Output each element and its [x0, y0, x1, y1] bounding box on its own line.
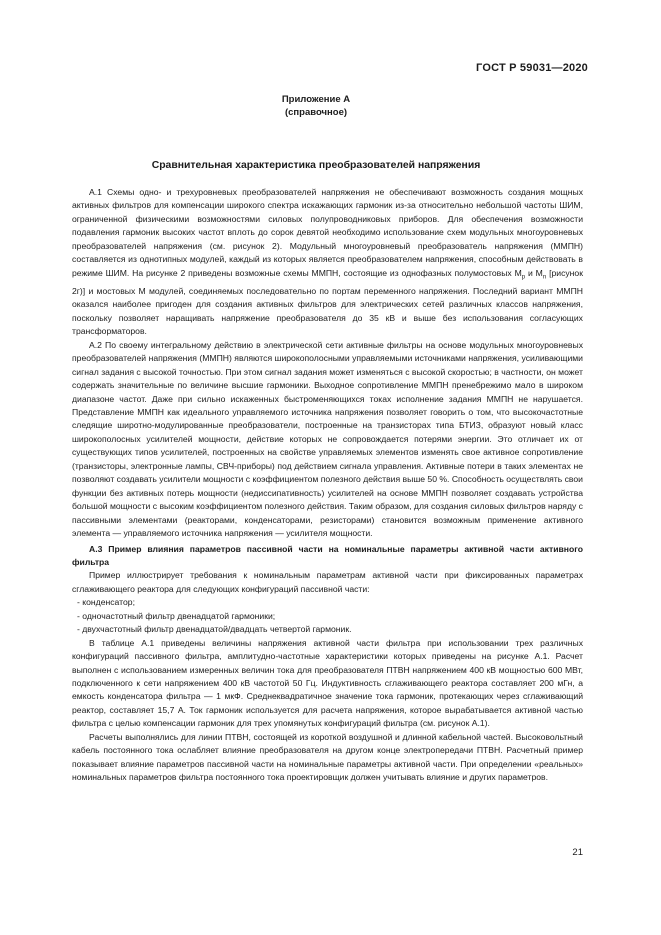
annex-heading [0, 93, 632, 120]
paragraph-calculations: Расчеты выполнялись для линии ПТВН, состоящей из короткой воздушной и длинной кабельной частей. Высоковольтный кабель постоянного тока ослабляет влияние преобразователя на другом конце электропередачи ПТВН. Расчетный пример показывает влияние параметров пассивной части на номинальные параметры активной части. При определении «реальных» номинальных параметров фильтра постоянного тока проектировщик должен учитывать влияние и других параметров. [72, 731, 583, 783]
section-title: Сравнительная характеристика преобразователей напряжения [151, 160, 481, 171]
paragraph-a1: А.1 Схемы одно- и трехуровневых преобразователей напряжения не обеспечивают возможность создания мощных активных фильтров для компенсации широкого спектра искажающих гармоник из-за относительно небольшой частоты ШИМ, ограниченной физическими возможностями силовых полупроводниковых приборов. Для обеспечения возможности подавления гармоник высоких частот вплоть до сорок девятой необходимо использование схем модульных многоуровневых преобразователей напряжения (см. рисунок 2). Модульный многоуровневый преобразователь напряжения (ММПН) составляется из однотипных модулей, каждый из которых является преобразователем напряжения, способным действовать в режиме ШИМ. На рисунке 2 приведены возможные схемы ММПН, состоящие из однофазных полумостовых $M_p$ и $M_n$ [рисунок 2г)] и мостовых M модулей, соединяемых последовательно по портам переменного напряжения. Последний вариант ММПН оказался наиболее пригоден для создания активных фильтров для электрических сетей различных классов напряжения, поскольку позволяет наращивать напряжение преобразователя до 35 кВ и выше без использования согласующих трансформаторов. [72, 187, 583, 337]
annex-note: (справочное) [284, 107, 348, 119]
page-number: 21 [572, 847, 583, 858]
annex-label: Приложение А [281, 94, 351, 105]
paragraph-table-a1: В таблице А.1 приведены величины напряжения активной части фильтра при использовании трех различных конфигураций пассивного фильтра, амплитудно-частотные характеристики которых приведены на рисунке А.1. Расчет выполнен с использованием измеренных величин тока для преобразователя ПТВН напряжением 400 кВ мощностью 600 МВт, подключенного к сети напряжением 400 кВ частотой 50 Гц. Индуктивность сглаживающего реактора составляет 200 мГн, а емкость конденсатора фильтра — 1 мкФ. Среднеквадратичное значение тока гармоник, протекающих через сглаживающий реактор, составляет 15,7 А. Ток гармоник используется для расчета напряжения, которое вырабатывается активной частью фильтра с целью компенсации гармоник для трех упомянутых конфигураций фильтра (см. рисунок А.1). [72, 637, 583, 729]
document-body [72, 186, 583, 785]
list-item: - конденсатор; [72, 596, 583, 609]
list-item: - одночастотный фильтр двенадцатой гармоники; [72, 610, 583, 623]
configuration-list [72, 596, 583, 636]
paragraph-a2: А.2 По своему интегральному действию в электрической сети активные фильтры на основе модульных многоуровневых преобразователей напряжения (ММПН) являются широкополосными управляемыми источниками напряжения, усиливающими сигнал задания с высокой точностью. При этом сигнал задания может изменяться с высокой скоростью; в частности, он может содержать значительные по величине высшие гармоники. Выходное сопротивление ММПН пренебрежимо мало в широком диапазоне частот. Даже при сильно искаженных быстроменяющихся токах исполнение задания ММПН не нарушается. Представление ММПН как идеального управляемого источника напряжения позволяет говорить о том, что высокочастотные следящие широтно-модулированные преобразователи, построенные на транзисторах типа БТИЗ, образуют новый класс широкополосных усилителей мощности, действие которых не сопровождается потерями энергии. Это отличает их от существующих типов усилителей, построенных на свойстве управляемых элементов изменять свое активное сопротивление (транзисторы, электронные лампы, СВЧ-приборы) под действием сигнала управления. Активные потери в таких элементах не позволяют создавать усилители мощности с коэффициентом полезного действия выше 50 %. Способность осуществлять свои функции без активных потерь мощности (недиссипативность) усилителей на основе ММПН позволяет создавать устройства большой мощности с высоким коэффициентом полезного действия. Таким образом, для создания силовых фильтров наряду с пассивными элементами (реакторами, конденсаторами, резисторами) становится возможным применение активного элемента — управляемого источника напряжения — усилителя мощности. [72, 339, 583, 539]
heading-a3: А.3 Пример влияния параметров пассивной части на номинальные параметры активной части активного фильтра [72, 543, 583, 567]
standard-designation: ГОСТ Р 59031—2020 [476, 62, 588, 74]
list-item: - двухчастотный фильтр двенадцатой/двадцать четвертой гармоник. [72, 623, 583, 636]
paragraph-a3-intro: Пример иллюстрирует требования к номинальным параметрам активной части при фиксированных параметрах сглаживающего реактора для следующих конфигураций пассивной части: [72, 570, 583, 594]
